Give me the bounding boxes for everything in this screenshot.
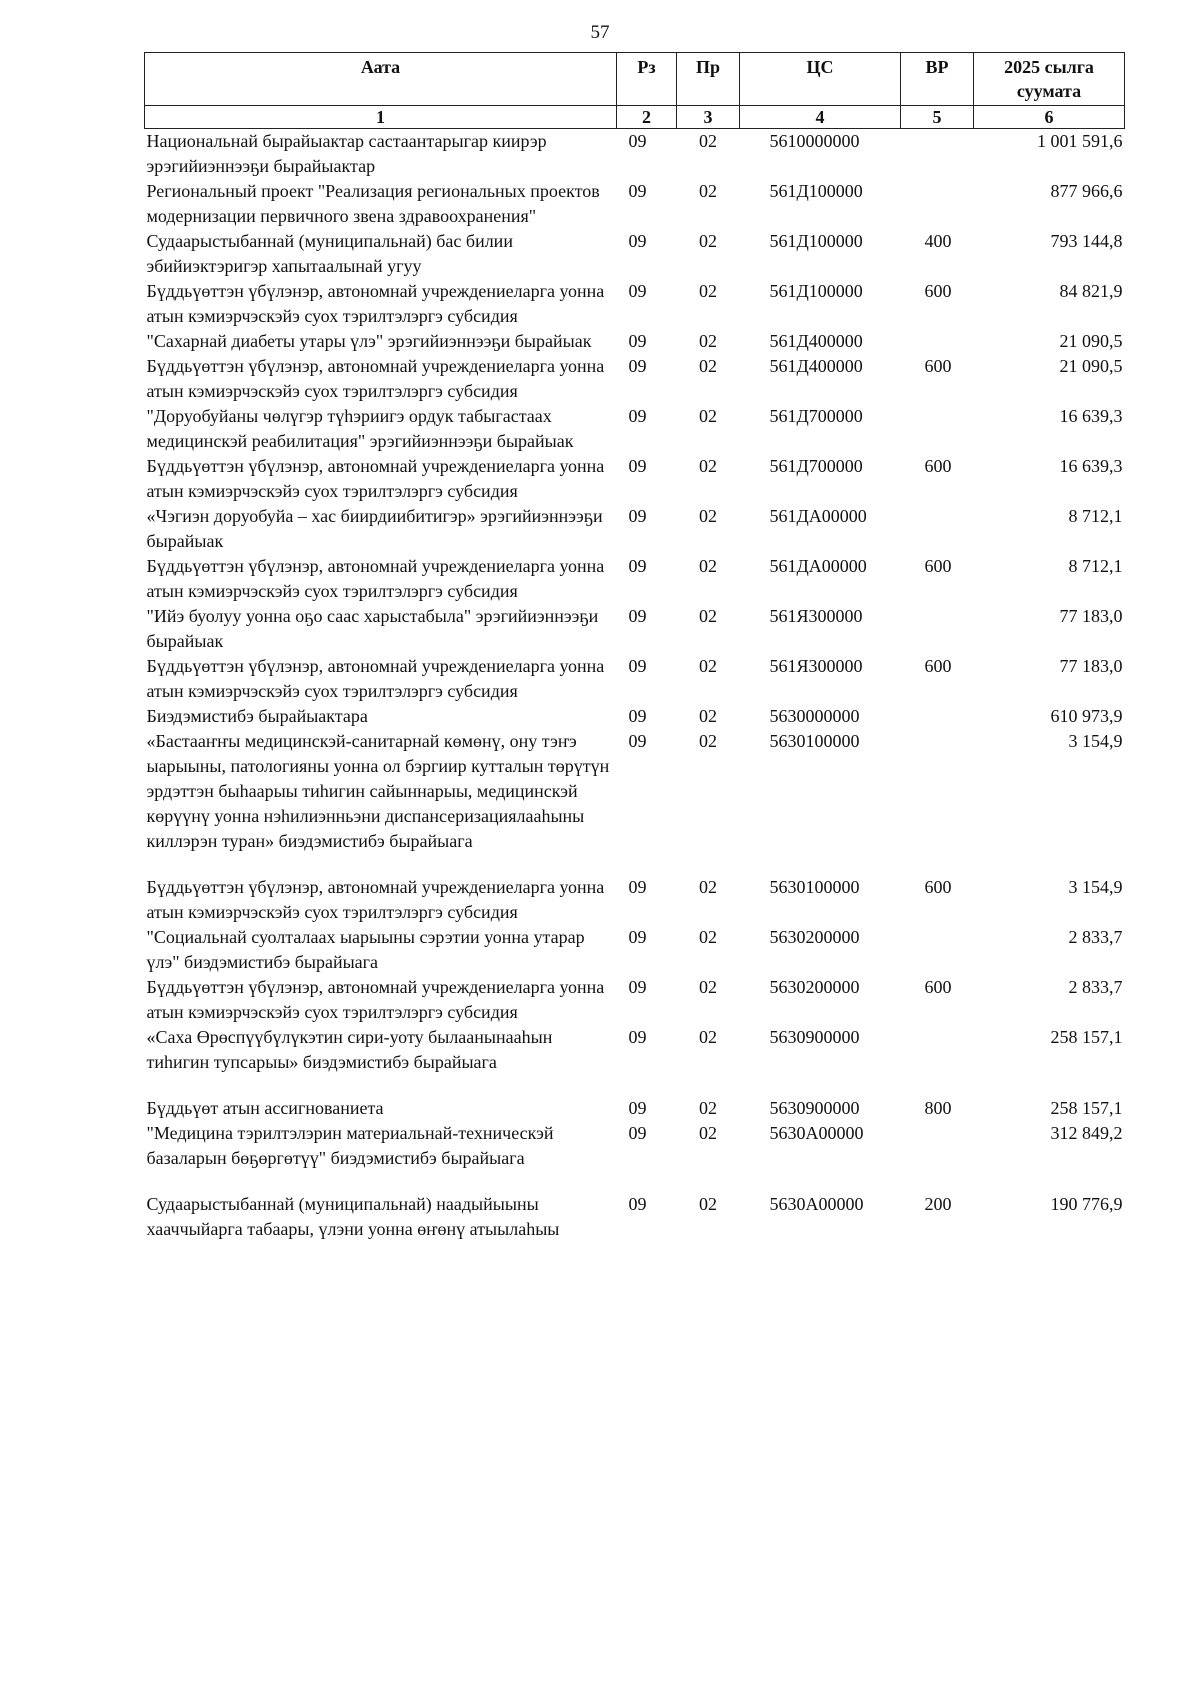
row-rz: 09 xyxy=(628,706,647,726)
row-cs: 561Д700000 xyxy=(769,456,863,476)
row-vr xyxy=(901,604,974,654)
row-pr: 02 xyxy=(699,556,717,576)
page-number: 57 xyxy=(590,22,610,43)
row-pr: 02 xyxy=(699,1123,717,1143)
row-vr xyxy=(901,925,974,975)
row-rz: 09 xyxy=(628,927,647,947)
row-rz: 09 xyxy=(628,231,647,251)
row-amount: 1 001 591,6 xyxy=(1037,131,1123,151)
row-rz: 09 xyxy=(628,131,647,151)
row-cs: 561ДА00000 xyxy=(769,556,867,576)
row-amount: 77 183,0 xyxy=(1059,656,1123,676)
row-cs: 5630100000 xyxy=(769,877,860,897)
header-vr: ВР xyxy=(901,53,974,106)
row-name: Национальнай бырайыактар састаантарыгар киирэр эрэгийиэннээҕи бырайыактар xyxy=(146,131,547,176)
table-row xyxy=(145,554,1125,604)
row-rz: 09 xyxy=(628,656,647,676)
row-pr: 02 xyxy=(699,706,717,726)
table-row xyxy=(145,329,1125,354)
row-pr: 02 xyxy=(699,131,717,151)
row-cs: 561Д100000 xyxy=(769,231,863,251)
row-vr: 600 xyxy=(924,456,952,476)
table-row xyxy=(145,1096,1125,1121)
row-rz: 09 xyxy=(628,181,647,201)
row-cs: 5630А00000 xyxy=(769,1123,864,1143)
row-name: Региональный проект "Реализация региональных проектов модернизации первичного звена здравоохранения" xyxy=(146,181,600,226)
row-name: "Ийэ буолуу уонна оҕо саас харыстабыла" эрэгийиэннээҕи бырайыак xyxy=(146,606,599,651)
row-pr: 02 xyxy=(699,356,717,376)
row-rz: 09 xyxy=(628,1123,647,1143)
row-amount: 3 154,9 xyxy=(1068,731,1123,751)
row-amount: 190 776,9 xyxy=(1050,1194,1123,1214)
row-cs: 561Я300000 xyxy=(769,606,863,626)
row-rz: 09 xyxy=(628,356,647,376)
header-amount: 2025 сылга суумата xyxy=(974,53,1125,106)
row-vr: 600 xyxy=(924,556,952,576)
table-body xyxy=(145,129,1125,1243)
budget-table-container xyxy=(144,52,1124,1242)
row-name: Бүддьүөттэн үбүлэнэр, автономнай учреждениеларга уонна атын кэмиэрчэскэйэ суох тэрилтэлэргэ субсидия xyxy=(146,456,605,501)
table-row xyxy=(145,1192,1125,1242)
row-vr: 800 xyxy=(924,1098,952,1118)
row-name: «Бастааҥҥы медицинскэй-санитарнай көмөнү, ону тэҥэ ыарыыны, патологияны уонна ол бэргиир кутталын төрүтүн эрдэттэн быһаарыы тиһигин сайыннарыы, медицинскэй көрүүнү уонна нэһилиэнньэни диспансеризациялааһыны киллэрэн туран» биэдэмистибэ бырайыага xyxy=(146,731,610,851)
row-pr: 02 xyxy=(699,927,717,947)
row-vr: 600 xyxy=(924,281,952,301)
row-vr xyxy=(901,1121,974,1192)
row-name: Бүддьүөттэн үбүлэнэр, автономнай учреждениеларга уонна атын кэмиэрчэскэйэ суох тэрилтэлэргэ субсидия xyxy=(146,281,605,326)
row-vr xyxy=(901,504,974,554)
table-row xyxy=(145,975,1125,1025)
row-rz: 09 xyxy=(628,1194,647,1214)
row-pr: 02 xyxy=(699,1098,717,1118)
row-pr: 02 xyxy=(699,281,717,301)
row-cs: 561Д100000 xyxy=(769,281,863,301)
row-amount: 2 833,7 xyxy=(1068,977,1123,997)
table-row xyxy=(145,729,1125,875)
row-rz: 09 xyxy=(628,1098,647,1118)
header-rz: Рз xyxy=(617,53,677,106)
row-amount: 8 712,1 xyxy=(1068,506,1123,526)
row-name: Судаарыстыбаннай (муниципальнай) бас билии эбийиэктэригэр хапытаалынай угуу xyxy=(146,231,513,276)
header-number-4: 4 xyxy=(740,106,901,129)
row-cs: 5630А00000 xyxy=(769,1194,864,1214)
row-vr xyxy=(901,329,974,354)
row-name: «Саха Өрөспүүбүлүкэтин сири-уоту былаанынааһын тиһигин тупсарыы» биэдэмистибэ бырайыага xyxy=(146,1027,553,1072)
row-amount: 312 849,2 xyxy=(1050,1123,1123,1143)
row-rz: 09 xyxy=(628,731,647,751)
header-pr: Пр xyxy=(677,53,740,106)
table-row xyxy=(145,1121,1125,1192)
row-cs: 5630000000 xyxy=(769,706,860,726)
row-cs: 561Я300000 xyxy=(769,656,863,676)
row-cs: 5630900000 xyxy=(769,1027,860,1047)
table-row xyxy=(145,925,1125,975)
table-row xyxy=(145,875,1125,925)
row-amount: 258 157,1 xyxy=(1050,1098,1123,1118)
table-row xyxy=(145,404,1125,454)
header-number-1: 1 xyxy=(145,106,617,129)
row-name: "Медицина тэрилтэлэрин материальнай-техническэй базаларын бөҕөргөтүү" биэдэмистибэ бырайыага xyxy=(146,1123,554,1168)
row-rz: 09 xyxy=(628,977,647,997)
row-amount: 21 090,5 xyxy=(1059,356,1123,376)
row-cs: 5630900000 xyxy=(769,1098,860,1118)
row-vr xyxy=(901,129,974,180)
row-name: Бүддьүөттэн үбүлэнэр, автономнай учреждениеларга уонна атын кэмиэрчэскэйэ суох тэрилтэлэргэ субсидия xyxy=(146,977,605,1022)
row-rz: 09 xyxy=(628,331,647,351)
row-pr: 02 xyxy=(699,406,717,426)
row-vr: 600 xyxy=(924,356,952,376)
row-name: Бүддьүөттэн үбүлэнэр, автономнай учреждениеларга уонна атын кэмиэрчэскэйэ суох тэрилтэлэргэ субсидия xyxy=(146,556,605,601)
row-amount: 793 144,8 xyxy=(1050,231,1123,251)
row-amount: 3 154,9 xyxy=(1068,877,1123,897)
row-name: "Социальнай суолталаах ыарыыны сэрэтии уонна утарар үлэ" биэдэмистибэ бырайыага xyxy=(146,927,585,972)
row-name: Бүддьүөт атын ассигнованиета xyxy=(146,1098,384,1118)
row-cs: 561ДА00000 xyxy=(769,506,867,526)
row-vr xyxy=(901,404,974,454)
table-row xyxy=(145,279,1125,329)
row-pr: 02 xyxy=(699,606,717,626)
row-pr: 02 xyxy=(699,1027,717,1047)
row-cs: 561Д100000 xyxy=(769,181,863,201)
row-rz: 09 xyxy=(628,456,647,476)
table-row xyxy=(145,229,1125,279)
row-rz: 09 xyxy=(628,506,647,526)
row-vr: 600 xyxy=(924,877,952,897)
table-row xyxy=(145,1025,1125,1096)
table-row xyxy=(145,504,1125,554)
row-vr xyxy=(901,704,974,729)
table-row xyxy=(145,129,1125,180)
row-amount: 84 821,9 xyxy=(1059,281,1123,301)
row-vr: 600 xyxy=(924,656,952,676)
row-name: Бүддьүөттэн үбүлэнэр, автономнай учреждениеларга уонна атын кэмиэрчэскэйэ суох тэрилтэлэргэ субсидия xyxy=(146,656,605,701)
row-vr: 200 xyxy=(924,1194,952,1214)
row-name: Биэдэмистибэ бырайыактара xyxy=(146,706,368,726)
row-name: Бүддьүөттэн үбүлэнэр, автономнай учреждениеларга уонна атын кэмиэрчэскэйэ суох тэрилтэлэргэ субсидия xyxy=(146,356,605,401)
header-cs: ЦС xyxy=(740,53,901,106)
row-name: «Чэгиэн доруобуйа – хас биирдиибитигэр» эрэгийиэннээҕи бырайыак xyxy=(146,506,603,551)
table-row xyxy=(145,654,1125,704)
budget-table xyxy=(144,52,1125,1242)
row-pr: 02 xyxy=(699,456,717,476)
row-rz: 09 xyxy=(628,281,647,301)
header-number-3: 3 xyxy=(677,106,740,129)
row-amount: 8 712,1 xyxy=(1068,556,1123,576)
row-rz: 09 xyxy=(628,1027,647,1047)
header-number-2: 2 xyxy=(617,106,677,129)
row-amount: 610 973,9 xyxy=(1050,706,1123,726)
table-row xyxy=(145,454,1125,504)
row-rz: 09 xyxy=(628,877,647,897)
row-rz: 09 xyxy=(628,556,647,576)
row-cs: 5630100000 xyxy=(769,731,860,751)
header-name: Аата xyxy=(145,53,617,106)
row-rz: 09 xyxy=(628,406,647,426)
row-pr: 02 xyxy=(699,331,717,351)
row-cs: 5630200000 xyxy=(769,927,860,947)
row-name: "Доруобуйаны чөлүгэр түһэриигэ ордук табыгастаах медицинскэй реабилитация" эрэгийиэннээҕи бырайыак xyxy=(146,406,574,451)
header-number-6: 6 xyxy=(974,106,1125,129)
row-vr xyxy=(901,729,974,875)
row-pr: 02 xyxy=(699,977,717,997)
row-cs: 561Д700000 xyxy=(769,406,863,426)
row-amount: 258 157,1 xyxy=(1050,1027,1123,1047)
row-amount: 21 090,5 xyxy=(1059,331,1123,351)
header-number-5: 5 xyxy=(901,106,974,129)
row-name: "Сахарнай диабеты утары үлэ" эрэгийиэннээҕи бырайыак xyxy=(146,331,592,351)
row-cs: 5610000000 xyxy=(769,131,860,151)
row-amount: 16 639,3 xyxy=(1059,456,1123,476)
row-pr: 02 xyxy=(699,656,717,676)
row-pr: 02 xyxy=(699,231,717,251)
row-vr xyxy=(901,1025,974,1096)
row-cs: 5630200000 xyxy=(769,977,860,997)
row-amount: 16 639,3 xyxy=(1059,406,1123,426)
row-cs: 561Д400000 xyxy=(769,356,863,376)
row-pr: 02 xyxy=(699,181,717,201)
row-amount: 77 183,0 xyxy=(1059,606,1123,626)
row-vr: 400 xyxy=(924,231,952,251)
row-vr xyxy=(901,179,974,229)
row-rz: 09 xyxy=(628,606,647,626)
row-pr: 02 xyxy=(699,1194,717,1214)
table-row xyxy=(145,604,1125,654)
table-row xyxy=(145,704,1125,729)
table-header xyxy=(145,53,1125,129)
row-vr: 600 xyxy=(924,977,952,997)
row-pr: 02 xyxy=(699,731,717,751)
row-pr: 02 xyxy=(699,506,717,526)
row-amount: 877 966,6 xyxy=(1050,181,1123,201)
table-row xyxy=(145,179,1125,229)
row-pr: 02 xyxy=(699,877,717,897)
row-amount: 2 833,7 xyxy=(1068,927,1123,947)
row-name: Бүддьүөттэн үбүлэнэр, автономнай учреждениеларга уонна атын кэмиэрчэскэйэ суох тэрилтэлэргэ субсидия xyxy=(146,877,605,922)
row-cs: 561Д400000 xyxy=(769,331,863,351)
table-row xyxy=(145,354,1125,404)
row-name: Судаарыстыбаннай (муниципальнай) наадыйыыны хааччыйарга табаары, үлэни уонна өҥөнү атыылаһыы xyxy=(146,1194,560,1239)
